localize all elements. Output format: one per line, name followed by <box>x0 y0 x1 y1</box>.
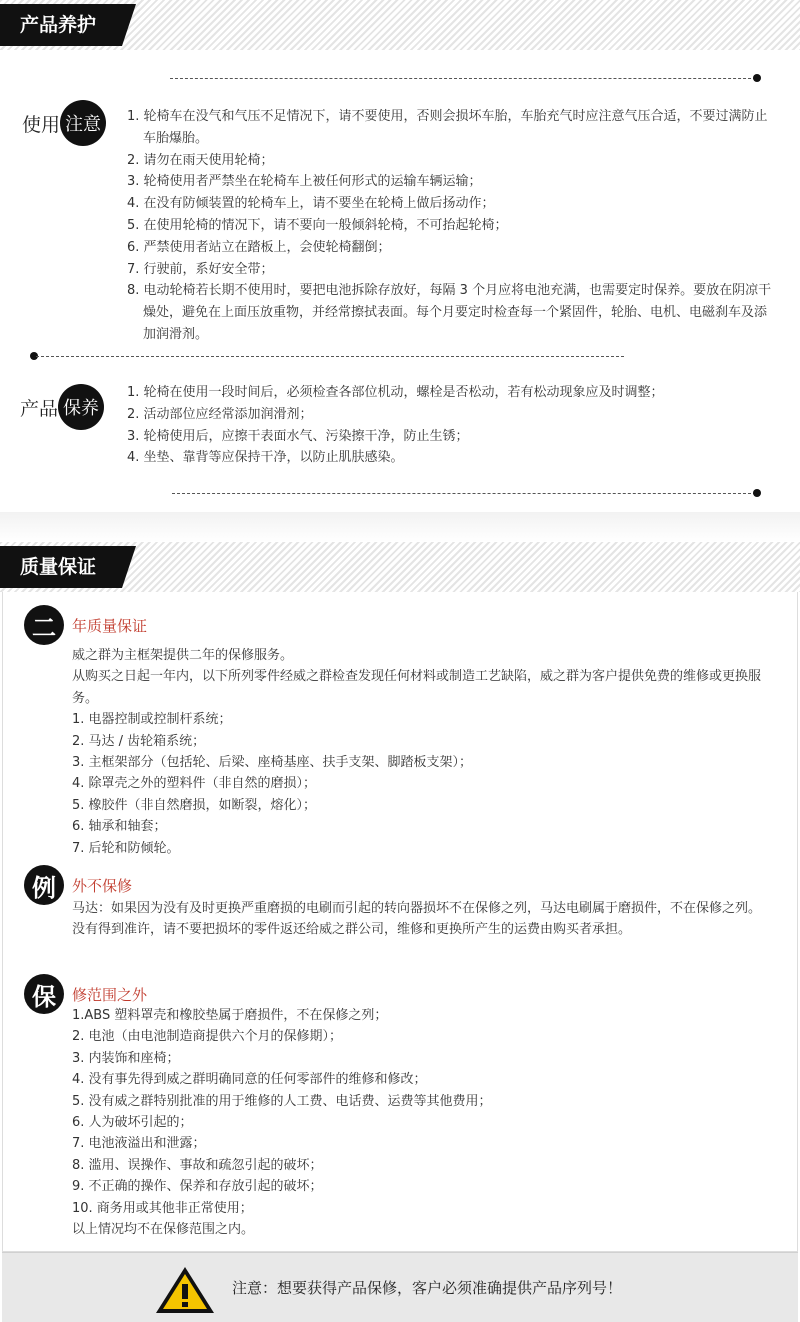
text-line: 2. 电池（由电池制造商提供六个月的保修期）； <box>72 1029 343 1045</box>
text-line: 7. 电池液溢出和泄露； <box>72 1136 206 1152</box>
text-line: 3. 内装饰和座椅； <box>72 1050 180 1066</box>
text-line: 7. 后轮和防倾轮。 <box>72 840 180 856</box>
exception-badge: 例 <box>24 865 64 905</box>
text-line: 以上情况均不在保修范围之内。 <box>72 1222 255 1238</box>
list-item: 7. 行驶前，系好安全带； <box>127 261 274 277</box>
warning-icon <box>154 1265 216 1315</box>
text-line: 1.ABS 塑料罩壳和橡胶垫属于磨损件，不在保修之列； <box>72 1008 388 1023</box>
divider-dot <box>753 489 761 497</box>
list-item: 6. 严禁使用者站立在踏板上，会使轮椅翻倒； <box>127 239 391 255</box>
text-line: 2. 马达 / 齿轮箱系统； <box>72 733 206 749</box>
text-line: 6. 人为破坏引起的； <box>72 1115 193 1131</box>
list-item: 4. 在没有防倾装置的轮椅车上，请不要坐在轮椅上做后扬动作； <box>127 196 495 212</box>
divider-line <box>172 493 756 494</box>
care-section-title: 产品养护 <box>0 4 122 46</box>
maintain-label <box>20 384 104 430</box>
text-line: 8. 滥用、误操作、事故和疏忽引起的破坏； <box>72 1157 323 1173</box>
two-year-badge: 二 <box>24 605 64 645</box>
list-item: 8. 电动轮椅若长期不使用时，要把电池拆除存放好，每隔 3 个月应将电池充满，也需要定时保养。要放在阴凉干燥处，避免在上面压放重物，并经常擦拭表面。每个月要定时检查每一个紧固件，轮胎、电机、电磁刹车及添加润滑剂。 <box>127 283 772 342</box>
care-panel <box>0 50 800 512</box>
list-item: 4. 坐垫、靠背等应保持干净，以防止肌肤感染。 <box>127 450 404 466</box>
list-item: 1. 轮椅车在没气和气压不足情况下，请不要使用，否则会损坏车胎，车胎充气时应注意气压合适，不要过满防止车胎爆胎。 <box>127 109 768 146</box>
list-item: 2. 请勿在雨天使用轮椅； <box>127 152 274 168</box>
usage-label-plain: 使用 <box>22 113 61 136</box>
exception-text <box>72 898 772 941</box>
usage-list <box>127 106 772 346</box>
list-item: 5. 在使用轮椅的情况下，请不要向一般倾斜轮椅，不可抬起轮椅； <box>127 217 508 233</box>
text-line: 10. 商务用或其他非正常使用； <box>72 1200 253 1216</box>
scope-badge: 保 <box>24 974 64 1014</box>
text-line: 没有得到准许，请不要把损坏的零件返还给威之群公司，维修和更换所产生的运费由购买者承担。 <box>72 922 632 938</box>
text-line: 4. 除罩壳之外的塑料件（非自然的磨损）； <box>72 776 317 792</box>
section-gap <box>0 512 800 542</box>
text-line: 9. 不正确的操作、保养和存放引起的破坏； <box>72 1179 323 1195</box>
list-item: 3. 轮椅使用者严禁坐在轮椅车上被任何形式的运输车辆运输； <box>127 174 482 190</box>
text-line: 1. 电器控制或控制杆系统； <box>72 712 232 728</box>
notice-bar <box>2 1252 798 1322</box>
text-line: 5. 橡胶件（非自然磨损，如断裂，熔化）； <box>72 797 317 813</box>
two-year-title: 年质量保证 <box>72 616 148 635</box>
two-year-heading <box>24 605 147 645</box>
maintain-label-plain: 产品 <box>20 397 59 420</box>
scope-title: 修范围之外 <box>72 985 148 1004</box>
notice-text: 注意：想要获得产品保修，客户必须准确提供产品序列号！ <box>232 1279 623 1297</box>
list-item: 3. 轮椅使用后，应擦干表面水气、污染擦干净，防止生锈； <box>127 428 469 444</box>
text-line: 6. 轴承和轴套； <box>72 819 167 835</box>
divider-line <box>170 78 756 79</box>
warranty-section-title: 质量保证 <box>0 546 122 588</box>
divider-line <box>36 356 624 357</box>
exception-title: 外不保修 <box>72 876 133 895</box>
list-item: 1. 轮椅在使用一段时间后，必须检查各部位机动，螺栓是否松动，若有松动现象应及时调整； <box>127 385 664 400</box>
text-line: 3. 主框架部分（包括轮、后梁、座椅基座、扶手支架、脚踏板支架）； <box>72 755 473 771</box>
usage-label-circle: 注意 <box>60 100 106 146</box>
divider-dot <box>753 74 761 82</box>
text-line: 从购买之日起一年内，以下所列零件经威之群检查发现任何材料或制造工艺缺陷，威之群为客户提供免费的维修或更换服务。 <box>72 669 762 706</box>
text-line: 5. 没有威之群特别批准的用于维修的人工费、电话费、运费等其他费用； <box>72 1093 492 1109</box>
two-year-text <box>72 645 772 859</box>
usage-label <box>22 100 106 146</box>
scope-text <box>72 1005 772 1240</box>
text-line: 马达：如果因为没有及时更换严重磨损的电刷而引起的转向器损坏不在保修之列，马达电刷属于磨损件，不在保修之列。 <box>72 901 762 916</box>
text-line: 4. 没有事先得到威之群明确同意的任何零部件的维修和修改； <box>72 1072 427 1088</box>
text-line: 威之群为主框架提供二年的保修服务。 <box>72 648 294 663</box>
maintain-list <box>127 382 772 469</box>
maintain-label-circle: 保养 <box>58 384 104 430</box>
list-item: 2. 活动部位应经常添加润滑剂； <box>127 406 313 422</box>
